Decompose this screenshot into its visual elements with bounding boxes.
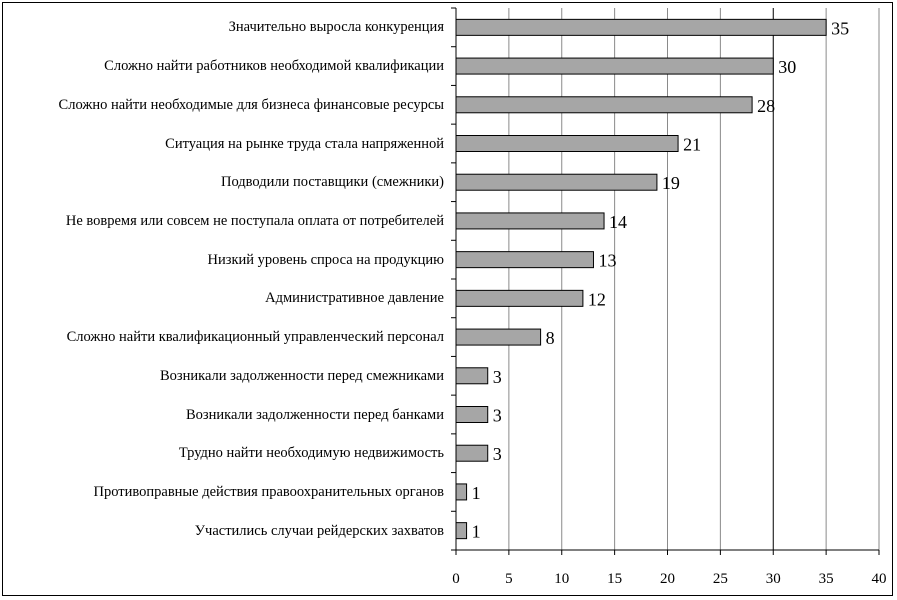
data-label: 8: [545, 328, 555, 349]
bar: [456, 213, 604, 229]
data-label: 3: [492, 444, 502, 465]
data-label: 19: [661, 173, 680, 194]
category-label: Подводили поставщики (смежники): [220, 174, 444, 191]
category-label: Участились случаи рейдерских захватов: [194, 522, 444, 539]
category-label: Возникали задолженности перед смежниками: [159, 367, 444, 384]
data-label: 14: [609, 211, 628, 232]
x-tick-label: 35: [818, 571, 834, 587]
data-label: 1: [471, 482, 481, 503]
x-tick-label: 20: [660, 571, 675, 587]
bar: [456, 445, 488, 461]
category-label: Противоправные действия правоохранительных органов: [93, 483, 444, 500]
data-label: 35: [831, 18, 850, 39]
bar: [456, 58, 773, 74]
data-label: 30: [778, 57, 797, 78]
bar: [456, 290, 583, 306]
bar: [456, 484, 467, 500]
category-label: Низкий уровень спроса на продукцию: [207, 251, 444, 268]
x-tick-label: 40: [871, 571, 887, 587]
data-label: 13: [598, 250, 617, 271]
data-label: 12: [587, 289, 606, 310]
bar: [456, 407, 488, 423]
category-label: Возникали задолженности перед банками: [185, 406, 444, 423]
category-label: Сложно найти работников необходимой квалификации: [104, 58, 444, 75]
category-label: Ситуация на рынке труда стала напряженной: [165, 135, 444, 152]
bar: [456, 136, 678, 152]
bar: [456, 174, 657, 190]
x-tick-label: 10: [554, 571, 570, 587]
category-label: Не вовремя или совсем не поступала оплата от потребителей: [65, 212, 444, 229]
x-tick-label: 25: [712, 571, 728, 587]
x-tick-label: 30: [765, 571, 781, 587]
data-label: 28: [757, 95, 776, 116]
x-tick-label: 15: [607, 571, 623, 587]
bar: [456, 252, 593, 268]
category-label: Значительно выросла конкуренция: [228, 19, 444, 36]
x-tick-label: 5: [505, 571, 513, 587]
bar: [456, 329, 541, 345]
x-tick-label: 0: [452, 571, 460, 587]
category-label: Сложно найти квалификационный управленческий персонал: [66, 329, 444, 346]
data-label: 3: [492, 366, 502, 387]
category-label: Сложно найти необходимые для бизнеса финансовые ресурсы: [58, 96, 444, 113]
category-label: Административное давление: [265, 290, 444, 307]
bar: [456, 368, 488, 384]
data-label: 1: [471, 521, 481, 542]
bar: [456, 523, 467, 539]
data-label: 3: [492, 405, 502, 426]
bar: [456, 97, 752, 113]
data-label: 21: [683, 134, 702, 155]
bar: [456, 19, 826, 35]
category-label: Трудно найти необходимую недвижимость: [178, 445, 444, 462]
